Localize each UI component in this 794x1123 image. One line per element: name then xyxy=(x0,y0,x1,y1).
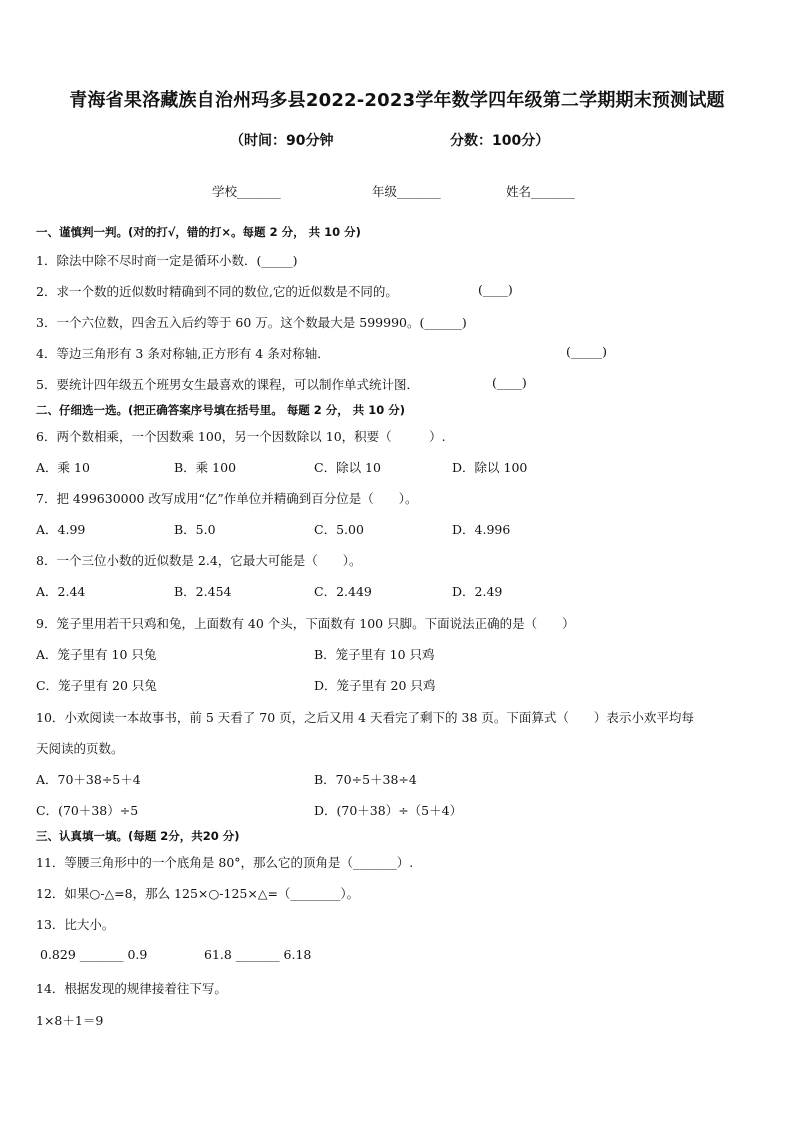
question-11: 11．等腰三角形中的一个底角是 80°，那么它的顶角是（_______）. xyxy=(36,855,414,870)
question-9-option-d[interactable]: D．笼子里有 20 只鸡 xyxy=(314,678,436,693)
section-heading-3: 三、认真填一填。(每题 2分，共20 分) xyxy=(36,829,240,843)
question-10-continued: 天阅读的页数。 xyxy=(36,741,124,756)
question-5: 5．要统计四年级五个班男女生最喜欢的课程，可以制作单式统计图． xyxy=(36,377,419,392)
page-title: 青海省果洛藏族自治州玛多县2022-2023学年数学四年级第二学期期末预测试题 xyxy=(69,90,725,111)
question-9-option-c[interactable]: C．笼子里有 20 只兔 xyxy=(36,678,157,693)
question-6-option-d[interactable]: D．除以 100 xyxy=(452,460,528,475)
question-2: 2．求一个数的近似数时精确到不同的数位,它的近似数是不同的。 xyxy=(36,284,398,299)
exam-score: 分数：100分） xyxy=(450,133,550,149)
question-10-option-d[interactable]: D．(70＋38）÷（5＋4） xyxy=(314,803,463,818)
question-1: 1．除法中除不尽时商一定是循环小数．(_____) xyxy=(36,253,298,268)
question-9-option-a[interactable]: A．笼子里有 10 只兔 xyxy=(36,647,157,662)
question-12: 12．如果○-△=8，那么 125×○-125×△=（________）。 xyxy=(36,886,360,901)
school-field[interactable]: 学校_______ xyxy=(212,184,281,199)
question-7-option-d[interactable]: D．4.996 xyxy=(452,522,511,537)
question-8: 8．一个三位小数的近似数是 2.4，它最大可能是（ ）。 xyxy=(36,553,362,568)
question-8-option-d[interactable]: D．2.49 xyxy=(452,584,503,599)
section-heading-2: 二、仔细选一选。(把正确答案序号填在括号里。 每题 2 分， 共 10 分) xyxy=(36,403,406,417)
question-7-option-a[interactable]: A．4.99 xyxy=(36,522,86,537)
question-13-compare-a[interactable]: 0.829 _______ 0.9 xyxy=(40,947,148,962)
question-14: 14．根据发现的规律接着往下写。 xyxy=(36,981,227,996)
question-7-option-b[interactable]: B．5.0 xyxy=(174,522,216,537)
question-5-answer[interactable]: (____) xyxy=(492,375,527,390)
question-8-option-b[interactable]: B．2.454 xyxy=(174,584,232,599)
question-3: 3．一个六位数，四舍五入后约等于 60 万。这个数最大是 599990。(______) xyxy=(36,315,467,330)
question-4-answer[interactable]: (_____) xyxy=(566,344,608,359)
question-9-option-b[interactable]: B．笼子里有 10 只鸡 xyxy=(314,647,435,662)
question-6-option-b[interactable]: B．乘 100 xyxy=(174,460,237,475)
question-9: 9．笼子里用若干只鸡和兔，上面数有 40 个头，下面数有 100 只脚。下面说法正确的是（ ） xyxy=(36,616,575,631)
question-8-option-a[interactable]: A．2.44 xyxy=(36,584,86,599)
section-heading-1: 一、谨慎判一判。(对的打√，错的打×。每题 2 分， 共 10 分) xyxy=(36,225,361,239)
grade-field[interactable]: 年级_______ xyxy=(372,184,441,199)
question-6-option-a[interactable]: A．乘 10 xyxy=(36,460,90,475)
question-13-compare-b[interactable]: 61.8 _______ 6.18 xyxy=(204,947,312,962)
question-7: 7．把 499630000 改写成用“亿”作单位并精确到百分位是（ ）。 xyxy=(36,491,418,506)
question-8-option-c[interactable]: C．2.449 xyxy=(314,584,372,599)
question-10-option-b[interactable]: B．70÷5＋38÷4 xyxy=(314,772,417,787)
question-13: 13．比大小。 xyxy=(36,917,115,932)
question-4: 4．等边三角形有 3 条对称轴,正方形有 4 条对称轴． xyxy=(36,346,330,361)
question-14-line-1: 1×8＋1＝9 xyxy=(36,1013,104,1028)
question-10-option-c[interactable]: C．(70＋38）÷5 xyxy=(36,803,139,818)
question-10-option-a[interactable]: A．70＋38÷5＋4 xyxy=(36,772,141,787)
question-6-option-c[interactable]: C．除以 10 xyxy=(314,460,381,475)
exam-time: （时间：90分钟 xyxy=(230,133,334,149)
question-2-answer[interactable]: (____) xyxy=(478,282,513,297)
question-7-option-c[interactable]: C．5.00 xyxy=(314,522,364,537)
question-10: 10．小欢阅读一本故事书，前 5 天看了 70 页，之后又用 4 天看完了剩下的 38 页。下面算式（ ）表示小欢平均每 xyxy=(36,710,694,725)
question-6: 6．两个数相乘，一个因数乘 100，另一个因数除以 10，积要（ ）. xyxy=(36,429,446,444)
name-field[interactable]: 姓名_______ xyxy=(506,184,575,199)
